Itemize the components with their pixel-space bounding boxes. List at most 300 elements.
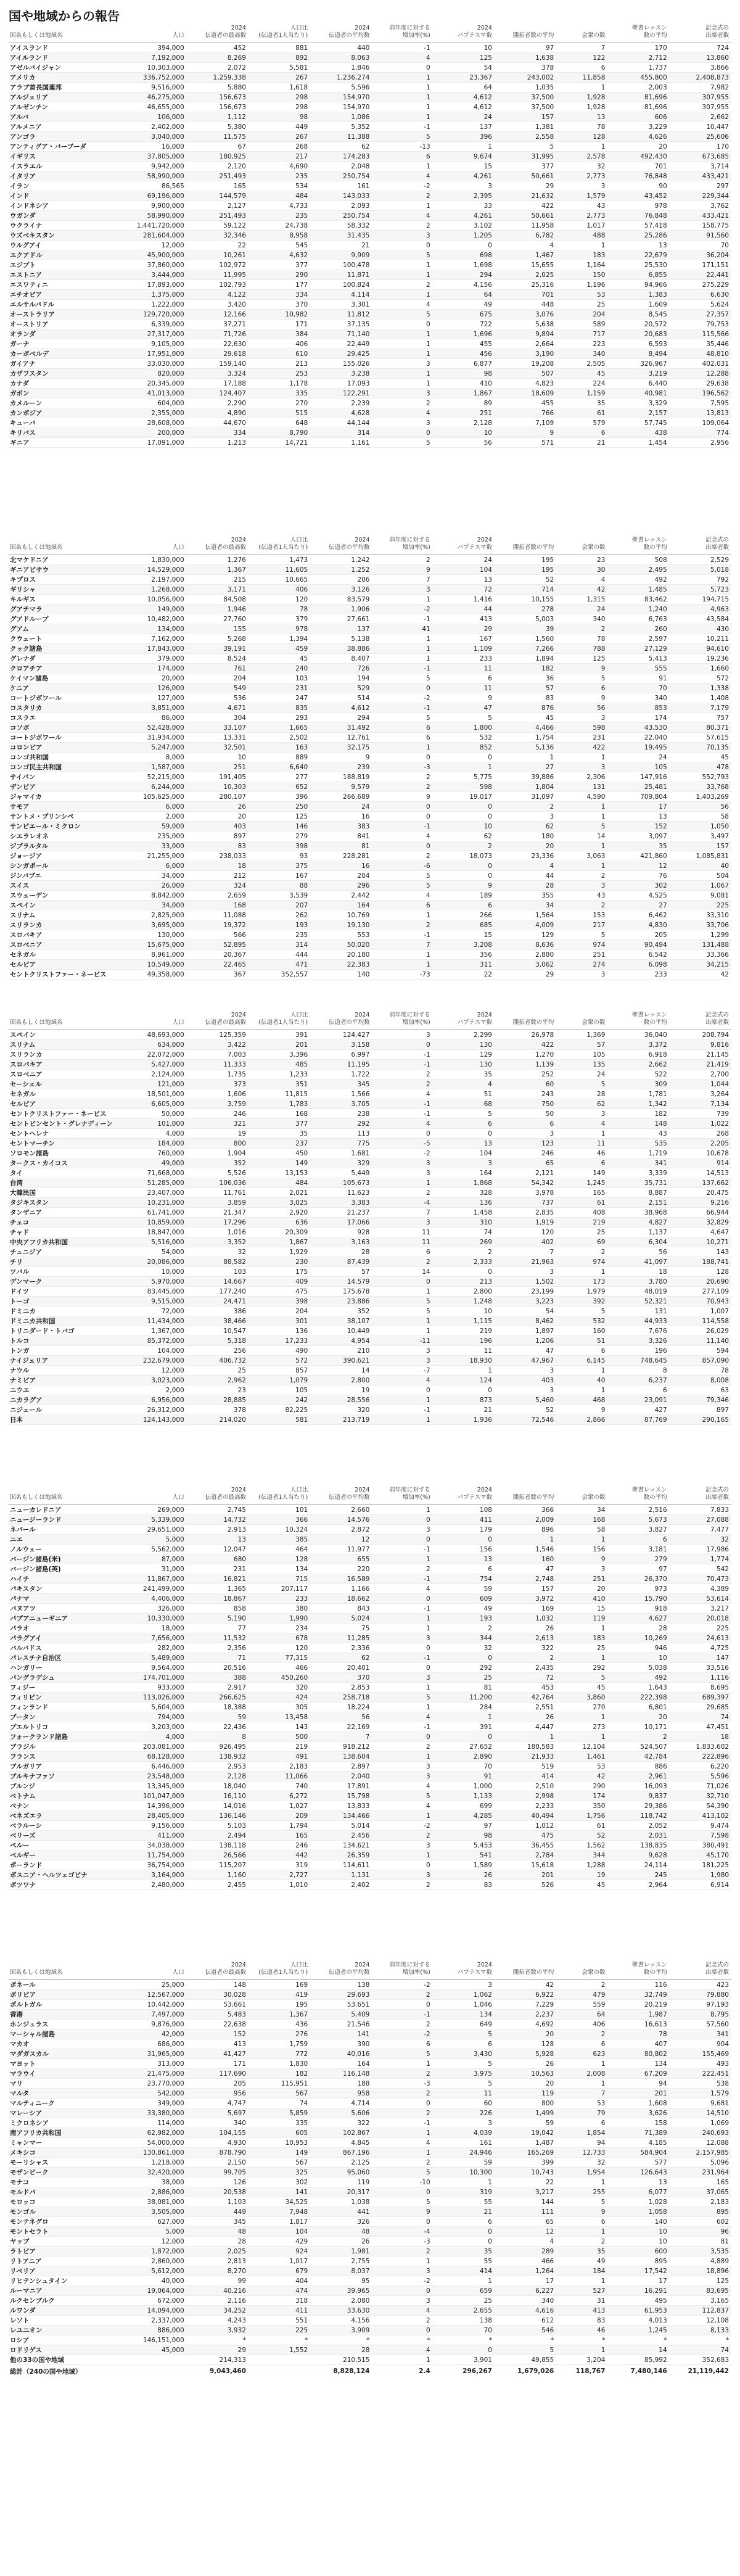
value-cell-congregations: 2,866 xyxy=(556,1415,607,1425)
country-name-cell: モロッコ xyxy=(9,2197,128,2207)
table-row xyxy=(9,1267,731,1277)
value-cell-ratio: 165 xyxy=(249,1831,310,1841)
value-cell-studies: 421,860 xyxy=(607,851,669,861)
column-header-peak: 2024 伝道者の最高数 xyxy=(187,537,249,555)
table-row xyxy=(9,2089,731,2099)
value-cell-congregations: 11 xyxy=(556,1139,607,1149)
value-cell-baptized: 3,430 xyxy=(433,2049,495,2059)
value-cell-pioneers: 40,494 xyxy=(495,1811,556,1821)
country-name-cell: ロシア xyxy=(9,2335,128,2345)
value-cell-average: 958 xyxy=(310,2089,372,2099)
value-cell-peak: 103 xyxy=(187,1267,249,1277)
value-cell-peak: 11,995 xyxy=(187,270,249,280)
value-cell-memorial: 96 xyxy=(670,2227,731,2237)
value-cell-increase: 0 xyxy=(372,753,432,762)
value-cell-increase: 1 xyxy=(372,1505,432,1515)
value-cell-baptized: 124 xyxy=(433,1376,495,1385)
value-cell-increase: 3 xyxy=(372,231,432,241)
value-cell-ratio: * xyxy=(249,2335,310,2345)
table-row xyxy=(9,438,731,448)
value-cell-population: 83,445,000 xyxy=(128,1287,186,1297)
value-cell-baptized: 179 xyxy=(433,1525,495,1535)
value-cell-congregations: 9 xyxy=(556,2207,607,2217)
table-row xyxy=(9,280,731,290)
value-cell-increase: 4 xyxy=(372,1376,432,1385)
value-cell-congregations: 1 xyxy=(556,802,607,812)
value-cell-memorial: 3,762 xyxy=(670,201,731,211)
value-cell-peak: 34,252 xyxy=(187,2306,249,2316)
value-cell-population: 14,094,000 xyxy=(128,2306,186,2316)
value-cell-memorial: 538 xyxy=(670,2079,731,2089)
table-row xyxy=(9,1564,731,1574)
value-cell-ratio: 567 xyxy=(249,2089,310,2099)
value-cell-average: 5,024 xyxy=(310,1614,372,1624)
value-cell-pioneers: 422 xyxy=(495,1040,556,1050)
value-cell-average: 116,148 xyxy=(310,2069,372,2079)
value-cell-peak: 124,407 xyxy=(187,389,249,398)
value-cell-ratio: 34,525 xyxy=(249,2197,310,2207)
value-cell-average: 48 xyxy=(310,2227,372,2237)
value-cell-average: 843 xyxy=(310,1604,372,1614)
value-cell-memorial: 897 xyxy=(670,1405,731,1415)
country-name-cell: サイパン xyxy=(9,772,128,782)
value-cell-increase: 2 xyxy=(372,398,432,408)
value-cell-ratio: 1,618 xyxy=(249,83,310,93)
table-row xyxy=(9,1089,731,1099)
value-cell-studies: 302 xyxy=(607,881,669,891)
value-cell-pioneers: 5,003 xyxy=(495,614,556,624)
value-cell-congregations: 119 xyxy=(556,1614,607,1624)
value-cell-congregations: 131 xyxy=(556,782,607,792)
value-cell-population: 6,000 xyxy=(128,802,186,812)
value-cell-population: 130,861,000 xyxy=(128,2148,186,2158)
value-cell-memorial: 20,690 xyxy=(670,1277,731,1287)
value-cell-peak: 5,526 xyxy=(187,1168,249,1178)
value-cell-memorial: 1,408 xyxy=(670,693,731,703)
value-cell-ratio: 230 xyxy=(249,1257,310,1267)
total-value-cell-congregations: 118,767 xyxy=(556,2365,607,2378)
value-cell-peak: 14,016 xyxy=(187,1801,249,1811)
country-name-cell: トーゴ xyxy=(9,1297,128,1307)
country-name-cell: ソロモン諸島 xyxy=(9,1149,128,1158)
value-cell-memorial: 19,236 xyxy=(670,654,731,664)
value-cell-ratio: 351 xyxy=(249,1080,310,1089)
value-cell-baptized: 2 xyxy=(433,1624,495,1633)
value-cell-ratio: 11,605 xyxy=(249,565,310,575)
value-cell-memorial: 45,170 xyxy=(670,1851,731,1860)
value-cell-average: 206 xyxy=(310,575,372,585)
value-cell-studies: 182 xyxy=(607,1109,669,1119)
value-cell-memorial: 188,741 xyxy=(670,1257,731,1267)
value-cell-studies: 3,626 xyxy=(607,2108,669,2118)
value-cell-memorial: 572 xyxy=(670,674,731,683)
value-cell-congregations: 1 xyxy=(556,1267,607,1277)
column-header-average: 2024 伝道者の平均数 xyxy=(310,25,372,43)
value-cell-ratio: 268 xyxy=(249,142,310,152)
country-name-cell: タンザニア xyxy=(9,1208,128,1218)
table-row xyxy=(9,300,731,310)
value-cell-peak: 23 xyxy=(187,1385,249,1395)
value-cell-average: 4,612 xyxy=(310,703,372,713)
value-cell-population: 87,000 xyxy=(128,1554,186,1564)
value-cell-congregations: 1 xyxy=(556,1129,607,1139)
value-cell-average: 2,442 xyxy=(310,891,372,901)
value-cell-congregations: 1 xyxy=(556,2178,607,2187)
value-cell-ratio: 500 xyxy=(249,1732,310,1742)
value-cell-ratio: 4,690 xyxy=(249,162,310,171)
value-cell-increase: 0 xyxy=(372,1732,432,1742)
value-cell-increase: 5 xyxy=(372,871,432,881)
value-cell-population: 36,754,000 xyxy=(128,1860,186,1870)
value-cell-pioneers: 4,616 xyxy=(495,2306,556,2316)
table-row xyxy=(9,1821,731,1831)
value-cell-congregations: 135 xyxy=(556,1060,607,1070)
value-cell-pioneers: 4,009 xyxy=(495,920,556,930)
value-cell-ratio: 678 xyxy=(249,1633,310,1643)
value-cell-increase: 1 xyxy=(372,644,432,654)
value-cell-peak: 39,191 xyxy=(187,644,249,654)
value-cell-peak: 52,895 xyxy=(187,940,249,950)
value-cell-peak: 956 xyxy=(187,2089,249,2099)
value-cell-studies: 1,342 xyxy=(607,1099,669,1109)
value-cell-studies: 6,918 xyxy=(607,1050,669,1060)
value-cell-congregations: 125 xyxy=(556,654,607,664)
value-cell-studies: 71,389 xyxy=(607,2128,669,2138)
value-cell-memorial: 13,860 xyxy=(670,53,731,63)
value-cell-memorial: 433,421 xyxy=(670,211,731,221)
country-name-cell: スリナム xyxy=(9,1040,128,1050)
value-cell-pioneers: 31,097 xyxy=(495,792,556,802)
value-cell-peak: 3,932 xyxy=(187,2326,249,2335)
country-name-cell: ギニアビサウ xyxy=(9,565,128,575)
country-name-cell: アルジェリア xyxy=(9,93,128,102)
country-name-cell: マダガスカル xyxy=(9,2049,128,2059)
value-cell-increase: -1 xyxy=(372,930,432,940)
value-cell-congregations: 1,196 xyxy=(556,280,607,290)
value-cell-population: 42,000 xyxy=(128,2029,186,2039)
value-cell-increase: 3 xyxy=(372,1673,432,1683)
value-cell-memorial: 904 xyxy=(670,2039,731,2049)
value-cell-increase: 0 xyxy=(372,841,432,851)
value-cell-average: 18,224 xyxy=(310,1703,372,1712)
value-cell-congregations: 61 xyxy=(556,1198,607,1208)
value-cell-pioneers: 7,266 xyxy=(495,644,556,654)
value-cell-memorial: 4,647 xyxy=(670,1228,731,1237)
total-value-cell-baptized: 296,267 xyxy=(433,2365,495,2378)
country-name-cell: モントセラト xyxy=(9,2227,128,2237)
value-cell-studies: 701 xyxy=(607,162,669,171)
value-cell-population: 3,040,000 xyxy=(128,132,186,142)
value-cell-pioneers: 800 xyxy=(495,2099,556,2108)
table-row xyxy=(9,349,731,359)
value-cell-increase: -2 xyxy=(372,605,432,614)
country-name-cell: カメルーン xyxy=(9,398,128,408)
value-cell-memorial: 8,695 xyxy=(670,1683,731,1693)
table-row xyxy=(9,1722,731,1732)
value-cell-studies: 14 xyxy=(607,2345,669,2355)
table-row xyxy=(9,782,731,792)
value-cell-average: 294 xyxy=(310,713,372,723)
value-cell-average: 655 xyxy=(310,1554,372,1564)
value-cell-population: 52,428,000 xyxy=(128,723,186,733)
value-cell-baptized: 1,868 xyxy=(433,1178,495,1188)
value-cell-memorial: 43,584 xyxy=(670,614,731,624)
value-cell-studies: 1,383 xyxy=(607,290,669,300)
value-cell-congregations: 9 xyxy=(556,1405,607,1415)
value-cell-pioneers: 26,978 xyxy=(495,1030,556,1040)
value-cell-baptized: 6 xyxy=(433,2217,495,2227)
value-cell-pioneers: 83 xyxy=(495,693,556,703)
value-cell-congregations: 5 xyxy=(556,2197,607,2207)
value-cell-baptized: 59 xyxy=(433,1584,495,1594)
value-cell-memorial: 58 xyxy=(670,812,731,822)
value-cell-baptized: 24 xyxy=(433,112,495,122)
country-name-cell: スロベニア xyxy=(9,1070,128,1080)
value-cell-congregations: 392 xyxy=(556,1297,607,1307)
value-cell-pioneers: 1,754 xyxy=(495,733,556,743)
value-cell-population: 9,516,000 xyxy=(128,83,186,93)
value-cell-ratio: 235 xyxy=(249,171,310,181)
country-name-cell: マルタ xyxy=(9,2089,128,2099)
value-cell-memorial: 21,419 xyxy=(670,1060,731,1070)
value-cell-ratio: 3,396 xyxy=(249,1050,310,1060)
value-cell-ratio: 411 xyxy=(249,2306,310,2316)
country-name-cell: ナウル xyxy=(9,1366,128,1376)
country-name-cell: ニュージーランド xyxy=(9,1515,128,1525)
value-cell-average: 2,456 xyxy=(310,1831,372,1841)
value-cell-pioneers: 3,978 xyxy=(495,1188,556,1198)
value-cell-memorial: 18,896 xyxy=(670,2266,731,2276)
value-cell-peak: 10,261 xyxy=(187,250,249,260)
value-cell-memorial: 20,475 xyxy=(670,1188,731,1198)
value-cell-peak: 4,671 xyxy=(187,703,249,713)
value-cell-average: 370 xyxy=(310,1673,372,1683)
value-cell-studies: 170 xyxy=(607,43,669,53)
value-cell-studies: 44,933 xyxy=(607,1316,669,1326)
value-cell-pioneers: 2,784 xyxy=(495,1851,556,1860)
value-cell-peak: 32,346 xyxy=(187,231,249,241)
value-cell-average: 1,086 xyxy=(310,112,372,122)
value-cell-studies: 260 xyxy=(607,624,669,634)
value-cell-baptized: 62 xyxy=(433,832,495,841)
value-cell-memorial: 53,614 xyxy=(670,1594,731,1604)
value-cell-average: 37,135 xyxy=(310,320,372,329)
value-cell-pioneers: 4 xyxy=(495,241,556,250)
value-cell-studies: 16,291 xyxy=(607,2286,669,2296)
value-cell-increase: -1 xyxy=(372,1574,432,1584)
value-cell-baptized: 685 xyxy=(433,920,495,930)
value-cell-increase: 1 xyxy=(372,339,432,349)
country-name-cell: サモア xyxy=(9,802,128,812)
value-cell-average: 1,566 xyxy=(310,1089,372,1099)
value-cell-average: 2,080 xyxy=(310,2296,372,2306)
value-cell-ratio: 136 xyxy=(249,1326,310,1336)
value-cell-memorial: 1,069 xyxy=(670,2118,731,2128)
value-cell-pioneers: 377 xyxy=(495,162,556,171)
table-row xyxy=(9,1980,731,1990)
value-cell-peak: 125,359 xyxy=(187,1030,249,1040)
value-cell-population: 12,000 xyxy=(128,2237,186,2247)
column-header-baptized: 2024 バプテスマ数 xyxy=(433,1487,495,1505)
value-cell-peak: 16,821 xyxy=(187,1574,249,1584)
value-cell-peak: 99 xyxy=(187,2276,249,2286)
value-cell-average: 314 xyxy=(310,428,372,438)
table-row xyxy=(9,822,731,832)
value-cell-peak: 38,466 xyxy=(187,1316,249,1326)
value-cell-average: 12,761 xyxy=(310,733,372,743)
value-cell-average: 95,060 xyxy=(310,2168,372,2178)
value-cell-average: 2,048 xyxy=(310,162,372,171)
value-cell-studies: 853 xyxy=(607,703,669,713)
value-cell-baptized: 852 xyxy=(433,743,495,753)
value-cell-increase: 2 xyxy=(372,920,432,930)
value-cell-congregations: 78 xyxy=(556,634,607,644)
value-cell-ratio: 167 xyxy=(249,871,310,881)
value-cell-population: 6,000 xyxy=(128,861,186,871)
table-row xyxy=(9,93,731,102)
value-cell-increase: 1 xyxy=(372,1554,432,1564)
value-cell-memorial: 1,050 xyxy=(670,822,731,832)
value-cell-memorial: 430 xyxy=(670,624,731,634)
value-cell-pioneers: 3 xyxy=(495,1129,556,1139)
value-cell-baptized: 1,062 xyxy=(433,1990,495,2000)
table-row xyxy=(9,2000,731,2010)
value-cell-average: 5,409 xyxy=(310,2010,372,2020)
value-cell-memorial: 724 xyxy=(670,43,731,53)
value-cell-average: 3,158 xyxy=(310,1040,372,1050)
value-cell-baptized: 5,775 xyxy=(433,772,495,782)
value-cell-average: 83,579 xyxy=(310,595,372,605)
value-cell-population: 17,091,000 xyxy=(128,438,186,448)
country-name-cell: ベネズエラ xyxy=(9,1811,128,1821)
value-cell-studies: 8 xyxy=(607,1366,669,1376)
report-table-4 xyxy=(9,1487,731,1890)
country-name-cell: フィジー xyxy=(9,1683,128,1693)
value-cell-memorial: 6,914 xyxy=(670,1880,731,1890)
total-label-cell: 総計（240の国や地域） xyxy=(9,2365,128,2378)
value-cell-peak: 13,331 xyxy=(187,733,249,743)
value-cell-increase: 1 xyxy=(372,102,432,112)
value-cell-ratio: 6,272 xyxy=(249,1791,310,1801)
value-cell-population: 12,567,000 xyxy=(128,1990,186,2000)
value-cell-ratio: 233 xyxy=(249,1594,310,1604)
value-cell-peak: 8,269 xyxy=(187,53,249,63)
value-cell-congregations: 156 xyxy=(556,1545,607,1554)
value-cell-average: 20,180 xyxy=(310,950,372,960)
table-row xyxy=(9,2029,731,2039)
table-row xyxy=(9,1762,731,1772)
value-cell-baptized: 15 xyxy=(433,162,495,171)
value-cell-peak: 1,103 xyxy=(187,2197,249,2207)
value-cell-population: 105,625,000 xyxy=(128,792,186,802)
value-cell-ratio: 740 xyxy=(249,1781,310,1791)
value-cell-congregations: 292 xyxy=(556,1663,607,1673)
value-cell-average: 21 xyxy=(310,241,372,250)
value-cell-increase: 1 xyxy=(372,1395,432,1405)
table-row xyxy=(9,221,731,231)
value-cell-studies: 22,679 xyxy=(607,250,669,260)
value-cell-ratio: 1,830 xyxy=(249,2059,310,2069)
value-cell-studies: 174 xyxy=(607,713,669,723)
value-cell-congregations: 105 xyxy=(556,1050,607,1060)
value-cell-baptized: 5 xyxy=(433,1109,495,1119)
value-cell-ratio: 1,783 xyxy=(249,1099,310,1109)
value-cell-pioneers: 1,560 xyxy=(495,634,556,644)
table-row xyxy=(9,2138,731,2148)
value-cell-increase: -1 xyxy=(372,43,432,53)
value-cell-memorial: 24,613 xyxy=(670,1633,731,1643)
value-cell-increase: 4 xyxy=(372,1089,432,1099)
value-cell-pioneers: 15,618 xyxy=(495,1860,556,1870)
value-cell-studies: 13 xyxy=(607,241,669,250)
country-name-cell: ウガンダ xyxy=(9,211,128,221)
value-cell-memorial: 114,558 xyxy=(670,1316,731,1326)
value-cell-increase: 6 xyxy=(372,723,432,733)
value-cell-increase: 3 xyxy=(372,1841,432,1851)
value-cell-ratio: 35 xyxy=(249,1129,310,1139)
value-cell-ratio: 459 xyxy=(249,644,310,654)
value-cell-memorial: 240,693 xyxy=(670,2128,731,2138)
value-cell-population: 26,000 xyxy=(128,881,186,891)
table-row xyxy=(9,1139,731,1149)
table-row xyxy=(9,1703,731,1712)
country-name-cell: セルビア xyxy=(9,960,128,970)
value-cell-studies: 42,784 xyxy=(607,1752,669,1762)
value-cell-peak: 449 xyxy=(187,2207,249,2217)
table-row xyxy=(9,270,731,280)
value-cell-pioneers: 34 xyxy=(495,901,556,910)
country-name-cell: エスワティニ xyxy=(9,280,128,290)
value-cell-ratio: 195 xyxy=(249,2000,310,2010)
value-cell-baptized: 55 xyxy=(433,2256,495,2266)
table-row xyxy=(9,851,731,861)
value-cell-increase: -1 xyxy=(372,1722,432,1732)
table-row xyxy=(9,1307,731,1316)
value-cell-average: 2,125 xyxy=(310,2158,372,2168)
value-cell-average: 867,196 xyxy=(310,2148,372,2158)
table-row xyxy=(9,1880,731,1890)
value-cell-average: 102,867 xyxy=(310,2128,372,2138)
value-cell-congregations: 224 xyxy=(556,379,607,389)
value-cell-ratio: 207 xyxy=(249,901,310,910)
country-name-cell: チェコ xyxy=(9,1218,128,1228)
value-cell-ratio: 978 xyxy=(249,624,310,634)
value-cell-average: 18,662 xyxy=(310,1594,372,1604)
value-cell-memorial: 56 xyxy=(670,802,731,812)
value-cell-memorial: 594 xyxy=(670,1346,731,1356)
value-cell-ratio: 491 xyxy=(249,1752,310,1762)
value-cell-population: 2,860,000 xyxy=(128,2256,186,2266)
value-cell-pioneers: 195 xyxy=(495,565,556,575)
value-cell-congregations: 42 xyxy=(556,1772,607,1781)
value-cell-congregations: 64 xyxy=(556,2010,607,2020)
value-cell-peak: 858 xyxy=(187,1604,249,1614)
table-row xyxy=(9,565,731,575)
value-cell-studies: 57,418 xyxy=(607,221,669,231)
value-cell-population: 8,961,000 xyxy=(128,950,186,960)
value-cell-population: 6,339,000 xyxy=(128,320,186,329)
value-cell-peak: 4,747 xyxy=(187,2099,249,2108)
value-cell-peak: 340 xyxy=(187,2118,249,2128)
value-cell-studies: 205 xyxy=(607,930,669,940)
value-cell-increase: 0 xyxy=(372,1663,432,1673)
table-row xyxy=(9,369,731,379)
value-cell-ratio: 8,958 xyxy=(249,231,310,241)
value-cell-congregations: 1 xyxy=(556,1732,607,1742)
value-cell-ratio: 171 xyxy=(249,320,310,329)
value-cell-peak: * xyxy=(187,2335,249,2345)
value-cell-pioneers: 414 xyxy=(495,1772,556,1781)
